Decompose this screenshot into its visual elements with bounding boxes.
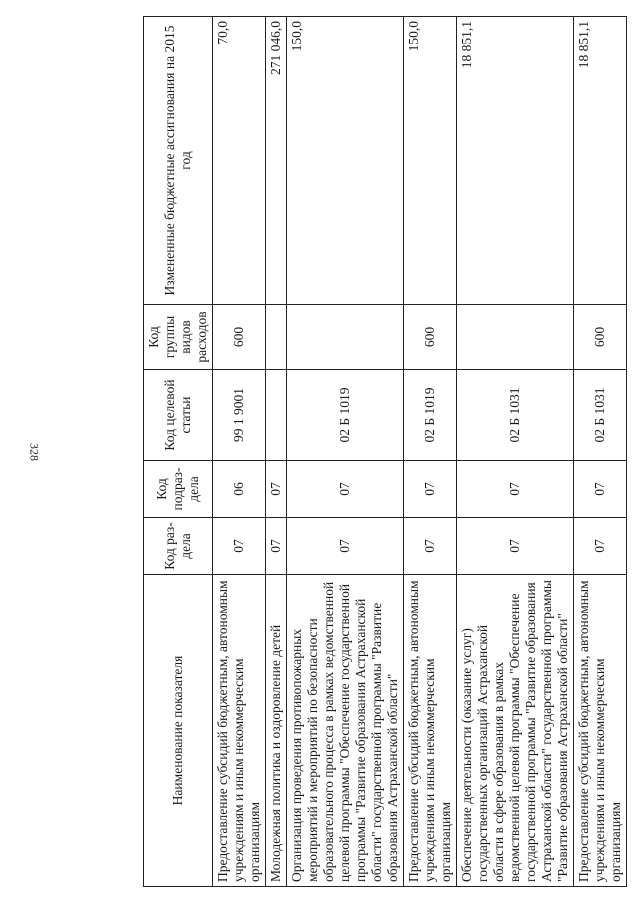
row-section: 07	[213, 518, 266, 575]
row-amount: 271 046,0	[266, 17, 287, 305]
budget-table	[143, 16, 627, 887]
table-row	[213, 17, 266, 887]
header-group: Код группы видов расходов	[144, 305, 213, 370]
row-subsection: 07	[266, 461, 287, 518]
table-row	[574, 17, 627, 887]
row-target: 02 Б 1019	[404, 370, 457, 461]
row-section: 07	[574, 518, 627, 575]
row-target	[266, 370, 287, 461]
row-group: 600	[404, 305, 457, 370]
row-subsection: 06	[213, 461, 266, 518]
page-number: 328	[27, 443, 42, 461]
table-row	[404, 17, 457, 887]
table-row	[266, 17, 287, 887]
row-section: 07	[404, 518, 457, 575]
rotated-page	[143, 17, 623, 887]
row-target: 99 1 9001	[213, 370, 266, 461]
row-group: 600	[213, 305, 266, 370]
table-row	[457, 17, 574, 887]
row-section: 07	[457, 518, 574, 575]
header-amount: Измененные бюджетные ассигнования на 2015 год	[144, 17, 213, 305]
header-target: Код целевой статьи	[144, 370, 213, 461]
row-group	[457, 305, 574, 370]
header-name: Наименование показателя	[144, 575, 213, 887]
row-subsection: 07	[457, 461, 574, 518]
row-group	[287, 305, 404, 370]
row-section: 07	[266, 518, 287, 575]
row-section: 07	[287, 518, 404, 575]
row-subsection: 07	[574, 461, 627, 518]
row-target: 02 Б 1031	[574, 370, 627, 461]
row-amount: 18 851,1	[574, 17, 627, 305]
row-target: 02 Б 1019	[287, 370, 404, 461]
row-subsection: 07	[404, 461, 457, 518]
header-section: Код раз-дела	[144, 518, 213, 575]
table-row	[287, 17, 404, 887]
row-target: 02 Б 1031	[457, 370, 574, 461]
row-name: Предоставление субсидий бюджетным, автономным учреждениям и иным некоммерческим организациям	[213, 575, 266, 887]
row-amount: 150,0	[404, 17, 457, 305]
header-subsection: Код подраз-дела	[144, 461, 213, 518]
row-name: Предоставление субсидий бюджетным, автономным учреждениям и иным некоммерческим организациям	[574, 575, 627, 887]
row-name: Обеспечение деятельности (оказание услуг) государственных организаций Астраханской области в сфере образования в рамках ведомственной целевой программы "Обеспечение государственной программы "Развитие образования Астраханской области" государственной программы "Развитие образования Астраханской области"	[457, 575, 574, 887]
row-amount: 18 851,1	[457, 17, 574, 305]
row-name: Организация проведения противопожарных мероприятий и мероприятий по безопасности образовательного процесса в рамках ведомственной целевой программы "Обеспечение государственной программы "Развитие образования Астраханской области" государственной программы "Развитие образования Астраханской области"	[287, 575, 404, 887]
row-name: Предоставление субсидий бюджетным, автономным учреждениям и иным некоммерческим организациям	[404, 575, 457, 887]
row-group: 600	[574, 305, 627, 370]
row-subsection: 07	[287, 461, 404, 518]
header-row	[144, 17, 213, 887]
row-group	[266, 305, 287, 370]
row-amount: 150,0	[287, 17, 404, 305]
row-name: Молодежная политика и оздоровление детей	[266, 575, 287, 887]
row-amount: 70,0	[213, 17, 266, 305]
